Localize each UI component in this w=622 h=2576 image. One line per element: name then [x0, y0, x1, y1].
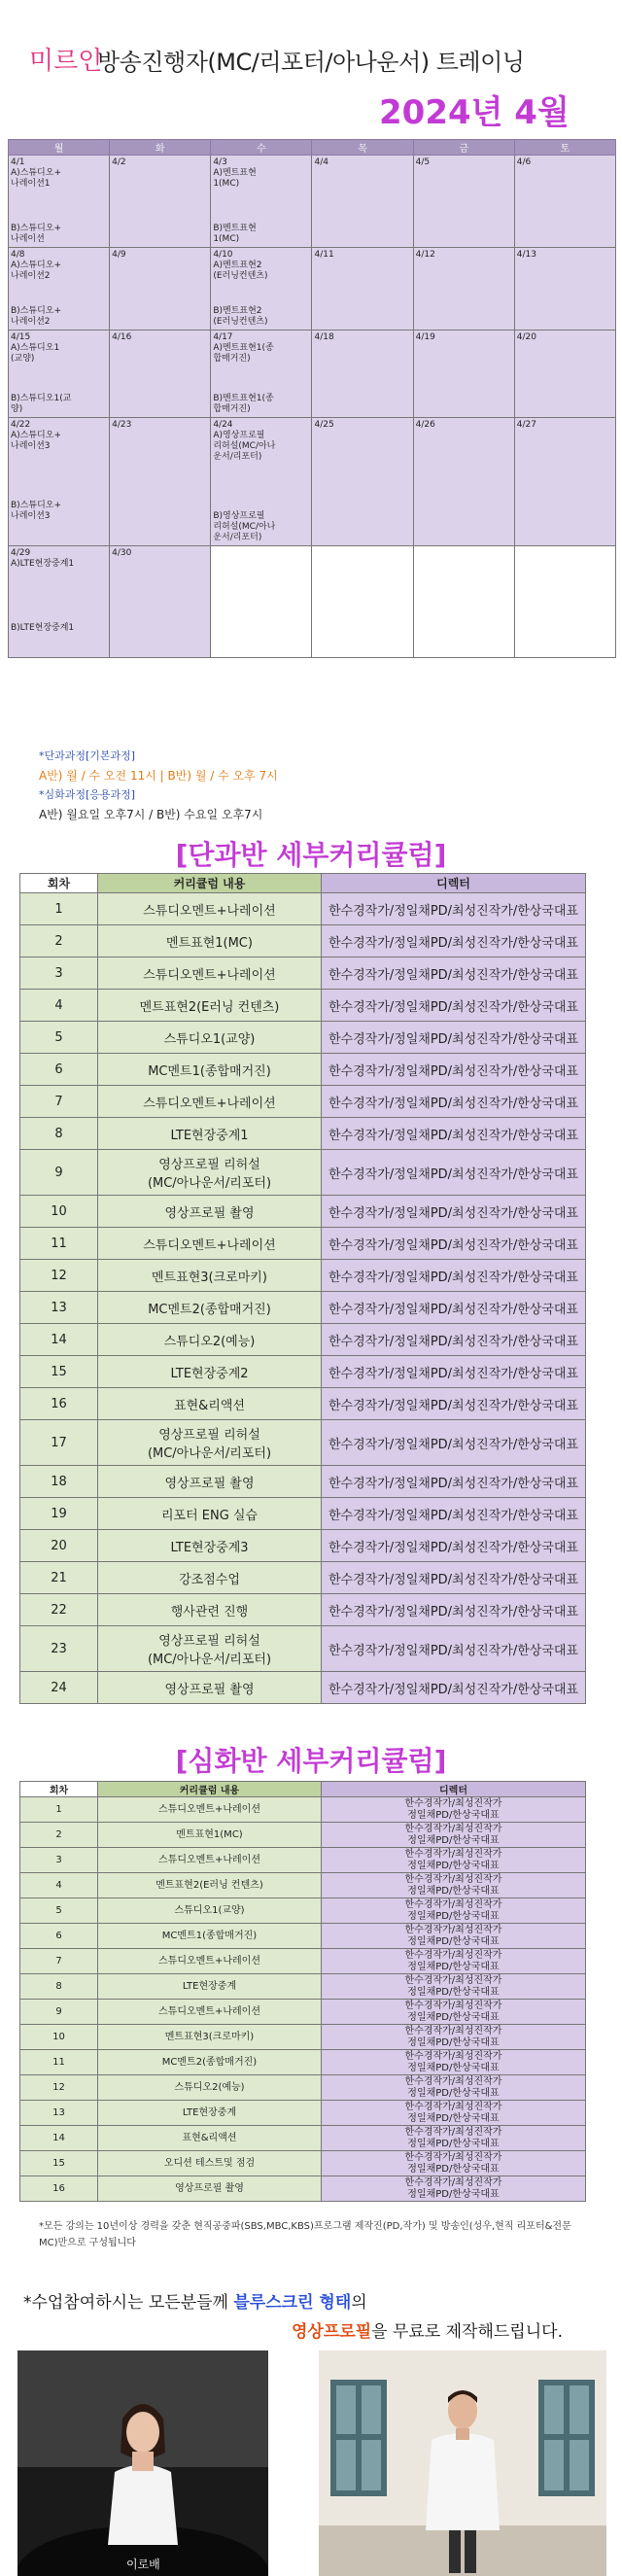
calendar-day-cell	[514, 156, 615, 248]
calendar-day-cell	[312, 418, 413, 546]
session-number: 3	[20, 1848, 98, 1873]
session-number: 8	[20, 1974, 98, 2000]
curriculum-row	[20, 1022, 586, 1054]
curriculum-row	[20, 1873, 586, 1898]
session-director: 한수경작가/최성진작가 정일채PD/한상국대표	[322, 1873, 586, 1898]
promo-line-1	[23, 2288, 367, 2313]
session-content: 표현&리액션	[98, 2126, 322, 2151]
session-number: 12	[20, 1260, 98, 1292]
cell-spacer	[11, 190, 107, 224]
session-content: 스튜디오1(교양)	[98, 1898, 322, 1924]
curriculum-row	[20, 1054, 586, 1086]
calendar-day-cell	[9, 156, 110, 248]
col-session: 회차	[20, 1782, 98, 1797]
curriculum-row	[20, 1924, 586, 1949]
session-number: 9	[20, 1150, 98, 1196]
session-content: 표현&리액션	[98, 1388, 322, 1420]
session-number: 21	[20, 1562, 98, 1594]
calendar-date: 4/19	[415, 332, 435, 342]
curriculum-row	[20, 1086, 586, 1118]
class-a-session: A)스튜디오+ 나레이션3	[11, 431, 61, 451]
class-b-session: B)LTE현장중계1	[11, 623, 75, 633]
session-content: 스튜디오멘트+나레이션	[98, 1848, 322, 1873]
calendar-week-row	[9, 418, 616, 546]
cell-spacer	[213, 463, 309, 511]
session-director: 한수경작가/정일채PD/최성진작가/한상국대표	[322, 1466, 586, 1498]
session-number: 5	[20, 1022, 98, 1054]
curriculum-row	[20, 1797, 586, 1823]
session-number: 6	[20, 1054, 98, 1086]
promo-text: 의	[351, 2293, 367, 2313]
session-content: 멘트표현3(크로마키)	[98, 1260, 322, 1292]
session-director: 한수경작가/정일채PD/최성진작가/한상국대표	[322, 1228, 586, 1260]
promo-highlight-profile: 영상프로필	[292, 2322, 372, 2342]
session-director: 한수경작가/정일채PD/최성진작가/한상국대표	[322, 1594, 586, 1626]
session-director: 한수경작가/최성진작가 정일채PD/한상국대표	[322, 1848, 586, 1873]
cell-spacer	[11, 365, 107, 394]
calendar-date: 4/27	[516, 420, 536, 430]
session-director: 한수경작가/정일채PD/최성진작가/한상국대표	[322, 1150, 586, 1196]
curriculum-row	[20, 925, 586, 957]
session-director: 한수경작가/정일채PD/최성진작가/한상국대표	[322, 893, 586, 925]
month-label: 2024년 4월	[379, 93, 570, 132]
calendar-date: 4/10	[213, 250, 233, 260]
session-content: 영상프로필 촬영	[98, 1672, 322, 1704]
session-number: 4	[20, 990, 98, 1022]
calendar-day-cell	[514, 546, 615, 658]
session-content: LTE현장중계3	[98, 1530, 322, 1562]
session-content: 멘트표현2(E러닝 컨텐츠)	[98, 1873, 322, 1898]
calendar-date: 4/5	[415, 157, 431, 167]
session-content: 스튜디오멘트+나레이션	[98, 2000, 322, 2025]
promo-highlight-bluescreen: 블루스크린 형태	[233, 2293, 352, 2313]
calendar-date: 4/23	[112, 420, 132, 430]
session-director: 한수경작가/정일채PD/최성진작가/한상국대표	[322, 990, 586, 1022]
cell-spacer	[213, 190, 309, 224]
day-tue: 화	[110, 140, 211, 156]
session-director: 한수경작가/최성진작가 정일채PD/한상국대표	[322, 1974, 586, 2000]
day-thu: 목	[312, 140, 413, 156]
session-number: 15	[20, 2151, 98, 2176]
curriculum-row	[20, 2000, 586, 2025]
calendar-date: 4/22	[11, 420, 31, 430]
sample-photo-female-host	[17, 2350, 268, 2576]
session-content: 영상프로필 리허설 (MC/아나운서/리포터)	[98, 1420, 322, 1466]
session-director: 한수경작가/정일채PD/최성진작가/한상국대표	[322, 1356, 586, 1388]
session-content: LTE현장중계2	[98, 1356, 322, 1388]
curriculum-row	[20, 2025, 586, 2050]
day-fri: 금	[413, 140, 514, 156]
curriculum-row	[20, 1594, 586, 1626]
brand-logo-text: 미르인	[29, 47, 103, 76]
class-b-session: B)멘트표현 1(MC)	[213, 224, 257, 244]
curriculum-row	[20, 2151, 586, 2176]
session-number: 12	[20, 2075, 98, 2101]
session-number: 10	[20, 2025, 98, 2050]
class-b-session: B)스튜디오1(교 양)	[11, 394, 72, 414]
session-director: 한수경작가/정일채PD/최성진작가/한상국대표	[322, 1562, 586, 1594]
calendar-date: 4/8	[11, 250, 25, 260]
session-content: 영상프로필 촬영	[98, 2176, 322, 2202]
session-director: 한수경작가/최성진작가 정일채PD/한상국대표	[322, 2050, 586, 2075]
curriculum-row	[20, 2126, 586, 2151]
session-number: 22	[20, 1594, 98, 1626]
promo-text: *수업참여하시는 모든분들께	[23, 2293, 234, 2313]
session-number: 14	[20, 2126, 98, 2151]
calendar-date: 4/12	[415, 250, 435, 260]
class-b-session: B)스튜디오+ 나레이션	[11, 224, 62, 244]
curriculum-row	[20, 1562, 586, 1594]
session-number: 18	[20, 1466, 98, 1498]
calendar-day-cell	[211, 331, 312, 418]
session-content: 영상프로필 리허설 (MC/아나운서/리포터)	[98, 1626, 322, 1672]
calendar-day-cell	[312, 546, 413, 658]
calendar-day-cell	[514, 418, 615, 546]
session-content: 멘트표현1(MC)	[98, 925, 322, 957]
advanced-course-heading: *심화과정[응용과정]	[39, 788, 136, 801]
session-content: 멘트표현3(크로마키)	[98, 2025, 322, 2050]
class-b-session: B)스튜디오+ 나레이션3	[11, 501, 62, 521]
session-director: 한수경작가/정일채PD/최성진작가/한상국대표	[322, 1054, 586, 1086]
session-content: 스튜디오멘트+나레이션	[98, 1797, 322, 1823]
session-director: 한수경작가/정일채PD/최성진작가/한상국대표	[322, 925, 586, 957]
session-number: 17	[20, 1420, 98, 1466]
day-mon: 월	[9, 140, 110, 156]
curriculum-row	[20, 1848, 586, 1873]
calendar-day-cell	[413, 418, 514, 546]
calendar-day-cell	[312, 331, 413, 418]
class-a-session: A)LTE현장중계1	[11, 559, 75, 569]
session-number: 13	[20, 1292, 98, 1324]
calendar-day-cell	[413, 546, 514, 658]
session-director: 한수경작가/정일채PD/최성진작가/한상국대표	[322, 1260, 586, 1292]
curriculum-row	[20, 1672, 586, 1704]
session-number: 13	[20, 2101, 98, 2126]
calendar-date: 4/6	[516, 157, 532, 167]
photo-female-host-image	[17, 2350, 268, 2576]
curriculum-row	[20, 1388, 586, 1420]
session-content: 스튜디오2(예능)	[98, 2075, 322, 2101]
calendar-date: 4/30	[112, 548, 132, 558]
calendar-day-cell	[211, 248, 312, 331]
class-a-session: A)멘트표현1(종 합매거진)	[213, 343, 274, 364]
calendar-day-cell	[9, 331, 110, 418]
curriculum-row	[20, 2101, 586, 2126]
curriculum-row	[20, 957, 586, 990]
session-number: 24	[20, 1672, 98, 1704]
session-director: 한수경작가/최성진작가 정일채PD/한상국대표	[322, 1898, 586, 1924]
session-content: 멘트표현1(MC)	[98, 1823, 322, 1848]
session-number: 8	[20, 1118, 98, 1150]
curriculum-row	[20, 1974, 586, 2000]
curriculum-row	[20, 1498, 586, 1530]
session-number: 2	[20, 925, 98, 957]
cell-spacer	[213, 282, 309, 306]
course-notes	[39, 747, 278, 824]
calendar-week-row	[9, 156, 616, 248]
session-content: 리포터 ENG 실습	[98, 1498, 322, 1530]
session-number: 14	[20, 1324, 98, 1356]
class-b-session: B)멘트표현1(종 합매거진)	[213, 394, 274, 414]
calendar-day-cell	[211, 418, 312, 546]
curriculum-row	[20, 2075, 586, 2101]
class-a-session: A)멘트표현 1(MC)	[213, 168, 257, 189]
session-director: 한수경작가/최성진작가 정일채PD/한상국대표	[322, 2126, 586, 2151]
curriculum-row	[20, 1196, 586, 1228]
session-content: MC멘트1(종합매거진)	[98, 1924, 322, 1949]
calendar-date: 4/1	[11, 157, 25, 167]
session-content: 스튜디오1(교양)	[98, 1022, 322, 1054]
curriculum-row	[20, 1898, 586, 1924]
calendar-day-cell	[110, 248, 211, 331]
session-director: 한수경작가/최성진작가 정일채PD/한상국대표	[322, 2101, 586, 2126]
curriculum-row	[20, 1260, 586, 1292]
calendar-day-cell	[514, 248, 615, 331]
session-content: 스튜디오멘트+나레이션	[98, 957, 322, 990]
session-content: LTE현장중계	[98, 2101, 322, 2126]
session-director: 한수경작가/정일채PD/최성진작가/한상국대표	[322, 1118, 586, 1150]
calendar-day-cell	[9, 546, 110, 658]
curriculum-row	[20, 2050, 586, 2075]
calendar-date: 4/13	[516, 250, 536, 260]
advanced-course-times: A반) 월요일 오후7시 / B반) 수요일 오후7시	[39, 808, 263, 821]
calendar-day-cell	[9, 418, 110, 546]
calendar-date: 4/16	[112, 332, 132, 342]
calendar-day-cell	[110, 546, 211, 658]
calendar-date: 4/3	[213, 157, 227, 167]
calendar-date: 4/29	[11, 548, 31, 558]
calendar-date: 4/15	[11, 332, 31, 342]
calendar-day-cell	[312, 248, 413, 331]
calendar-table	[8, 139, 616, 658]
calendar-day-header	[9, 140, 616, 156]
session-content: LTE현장중계	[98, 1974, 322, 2000]
curriculum-row	[20, 1949, 586, 1974]
curriculum-row	[20, 1466, 586, 1498]
basic-course-times: A반) 월 / 수 오전 11시 | B반) 월 / 수 오후 7시	[39, 769, 278, 783]
calendar-day-cell	[413, 156, 514, 248]
session-number: 19	[20, 1498, 98, 1530]
calendar-date: 4/9	[112, 250, 126, 260]
session-number: 10	[20, 1196, 98, 1228]
calendar-date: 4/25	[314, 420, 334, 430]
calendar-day-cell	[211, 546, 312, 658]
session-number: 11	[20, 1228, 98, 1260]
calendar-day-cell	[514, 331, 615, 418]
calendar-date: 4/2	[112, 157, 126, 167]
curriculum-row	[20, 990, 586, 1022]
calendar-date: 4/26	[415, 420, 435, 430]
curriculum-row	[20, 1324, 586, 1356]
calendar-date: 4/20	[516, 332, 536, 342]
session-director: 한수경작가/정일채PD/최성진작가/한상국대표	[322, 1626, 586, 1672]
sample-photo-male-host	[319, 2350, 606, 2576]
curriculum-row	[20, 2176, 586, 2202]
session-number: 9	[20, 2000, 98, 2025]
calendar-week-row	[9, 248, 616, 331]
calendar-day-cell	[312, 156, 413, 248]
session-number: 11	[20, 2050, 98, 2075]
session-director: 한수경작가/최성진작가 정일채PD/한상국대표	[322, 2176, 586, 2202]
calendar-day-cell	[413, 248, 514, 331]
curriculum-row	[20, 1420, 586, 1466]
session-number: 20	[20, 1530, 98, 1562]
day-sat: 토	[514, 140, 615, 156]
session-content: 오디션 테스트및 점검	[98, 2151, 322, 2176]
session-director: 한수경작가/정일채PD/최성진작가/한상국대표	[322, 1292, 586, 1324]
curriculum-row	[20, 1292, 586, 1324]
session-number: 5	[20, 1898, 98, 1924]
session-content: 스튜디오멘트+나레이션	[98, 1949, 322, 1974]
session-content: 스튜디오멘트+나레이션	[98, 1228, 322, 1260]
cell-spacer	[11, 282, 107, 306]
session-number: 2	[20, 1823, 98, 1848]
curriculum-row	[20, 1356, 586, 1388]
session-content: 스튜디오멘트+나레이션	[98, 893, 322, 925]
session-content: 행사관련 진행	[98, 1594, 322, 1626]
curriculum-row	[20, 893, 586, 925]
session-director: 한수경작가/최성진작가 정일채PD/한상국대표	[322, 1924, 586, 1949]
session-director: 한수경작가/정일채PD/최성진작가/한상국대표	[322, 1498, 586, 1530]
session-content: 멘트표현2(E러닝 컨텐츠)	[98, 990, 322, 1022]
page-title: 방송진행자(MC/리포터/아나운서) 트레이닝	[97, 49, 525, 76]
calendar-day-cell	[110, 331, 211, 418]
calendar-day-cell	[110, 418, 211, 546]
session-director: 한수경작가/정일채PD/최성진작가/한상국대표	[322, 1086, 586, 1118]
col-content: 커리큘럼 내용	[98, 874, 322, 893]
session-content: LTE현장중계1	[98, 1118, 322, 1150]
calendar-day-cell	[110, 156, 211, 248]
class-b-session: B)영상프로필 리허설(MC/아나 운서/리포터)	[213, 511, 276, 542]
session-number: 23	[20, 1626, 98, 1672]
session-director: 한수경작가/정일채PD/최성진작가/한상국대표	[322, 1672, 586, 1704]
basic-curriculum-table	[19, 873, 586, 1704]
cell-spacer	[11, 570, 107, 623]
session-director: 한수경작가/최성진작가 정일채PD/한상국대표	[322, 1797, 586, 1823]
basic-course-heading: *단과과정[기본과정]	[39, 749, 136, 762]
session-director: 한수경작가/최성진작가 정일채PD/한상국대표	[322, 2075, 586, 2101]
calendar-week-row	[9, 331, 616, 418]
class-a-session: A)스튜디오1 (교양)	[11, 343, 60, 364]
session-number: 7	[20, 1086, 98, 1118]
calendar-date: 4/11	[314, 250, 334, 260]
calendar-date: 4/17	[213, 332, 233, 342]
session-director: 한수경작가/정일채PD/최성진작가/한상국대표	[322, 1530, 586, 1562]
session-director: 한수경작가/정일채PD/최성진작가/한상국대표	[322, 1022, 586, 1054]
class-a-session: A)스튜디오+ 나레이션2	[11, 261, 61, 281]
calendar-date: 4/18	[314, 332, 334, 342]
session-content: MC멘트2(종합매거진)	[98, 1292, 322, 1324]
session-number: 6	[20, 1924, 98, 1949]
class-a-session: A)영상프로필 리허설(MC/아나 운서/리포터)	[213, 431, 276, 462]
advanced-curriculum-title: [심화반 세부커리큘럼]	[175, 1745, 447, 1777]
basic-curriculum-title: [단과반 세부커리큘럼]	[175, 839, 447, 871]
header	[0, 0, 622, 136]
session-number: 7	[20, 1949, 98, 1974]
session-content: MC멘트1(종합매거진)	[98, 1054, 322, 1086]
session-number: 4	[20, 1873, 98, 1898]
photo-caption: 이로배	[126, 2558, 160, 2571]
curriculum-row	[20, 1626, 586, 1672]
promo-line-2	[292, 2317, 563, 2342]
curriculum-row	[20, 1228, 586, 1260]
day-wed: 수	[211, 140, 312, 156]
col-director: 디렉터	[322, 1782, 586, 1797]
cell-spacer	[11, 452, 107, 501]
session-number: 1	[20, 1797, 98, 1823]
session-director: 한수경작가/최성진작가 정일채PD/한상국대표	[322, 1949, 586, 1974]
col-content: 커리큘럼 내용	[98, 1782, 322, 1797]
session-director: 한수경작가/최성진작가 정일채PD/한상국대표	[322, 2151, 586, 2176]
session-director: 한수경작가/정일채PD/최성진작가/한상국대표	[322, 1420, 586, 1466]
session-number: 15	[20, 1356, 98, 1388]
session-number: 3	[20, 957, 98, 990]
calendar-day-cell	[211, 156, 312, 248]
col-session: 회차	[20, 874, 98, 893]
calendar-date: 4/4	[314, 157, 328, 167]
curriculum-row	[20, 1150, 586, 1196]
session-content: 영상프로필 촬영	[98, 1196, 322, 1228]
session-number: 1	[20, 893, 98, 925]
session-number: 16	[20, 2176, 98, 2202]
session-director: 한수경작가/최성진작가 정일채PD/한상국대표	[322, 2000, 586, 2025]
curriculum-row	[20, 1118, 586, 1150]
calendar-day-cell	[413, 331, 514, 418]
calendar-day-cell	[9, 248, 110, 331]
photo-male-host-image	[319, 2350, 606, 2576]
curriculum-row	[20, 1823, 586, 1848]
advanced-curriculum-table	[19, 1781, 586, 2202]
class-a-session: A)스튜디오+ 나레이션1	[11, 168, 61, 189]
class-b-session: B)스튜디오+ 나레이션2	[11, 306, 62, 327]
calendar-date: 4/24	[213, 420, 233, 430]
session-content: 영상프로필 촬영	[98, 1466, 322, 1498]
session-number: 16	[20, 1388, 98, 1420]
session-content: 스튜디오멘트+나레이션	[98, 1086, 322, 1118]
session-director: 한수경작가/정일채PD/최성진작가/한상국대표	[322, 1324, 586, 1356]
col-director: 디렉터	[322, 874, 586, 893]
session-content: 스튜디오2(예능)	[98, 1324, 322, 1356]
session-director: 한수경작가/최성진작가 정일채PD/한상국대표	[322, 1823, 586, 1848]
footnote: *모든 강의는 10년이상 경력을 갖춘 현직공중파(SBS,MBC,KBS)프로그램 제작진(PD,작가) 및 방송인(성우,현직 리포터&전문MC)만으로 구성됩니다	[39, 2221, 571, 2248]
class-b-session: B)멘트표현2 (E러닝컨텐츠)	[213, 306, 268, 327]
session-content: MC멘트2(종합매거진)	[98, 2050, 322, 2075]
session-content: 영상프로필 리허설 (MC/아나운서/리포터)	[98, 1150, 322, 1196]
class-a-session: A)멘트표현2 (E러닝컨텐츠)	[213, 261, 268, 281]
calendar-week-row	[9, 546, 616, 658]
cell-spacer	[213, 365, 309, 394]
promo-text: 을 무료로 제작해드립니다.	[371, 2322, 563, 2342]
session-director: 한수경작가/정일채PD/최성진작가/한상국대표	[322, 957, 586, 990]
session-director: 한수경작가/정일채PD/최성진작가/한상국대표	[322, 1196, 586, 1228]
session-director: 한수경작가/정일채PD/최성진작가/한상국대표	[322, 1388, 586, 1420]
session-content: 강조점수업	[98, 1562, 322, 1594]
session-director: 한수경작가/최성진작가 정일채PD/한상국대표	[322, 2025, 586, 2050]
curriculum-row	[20, 1530, 586, 1562]
